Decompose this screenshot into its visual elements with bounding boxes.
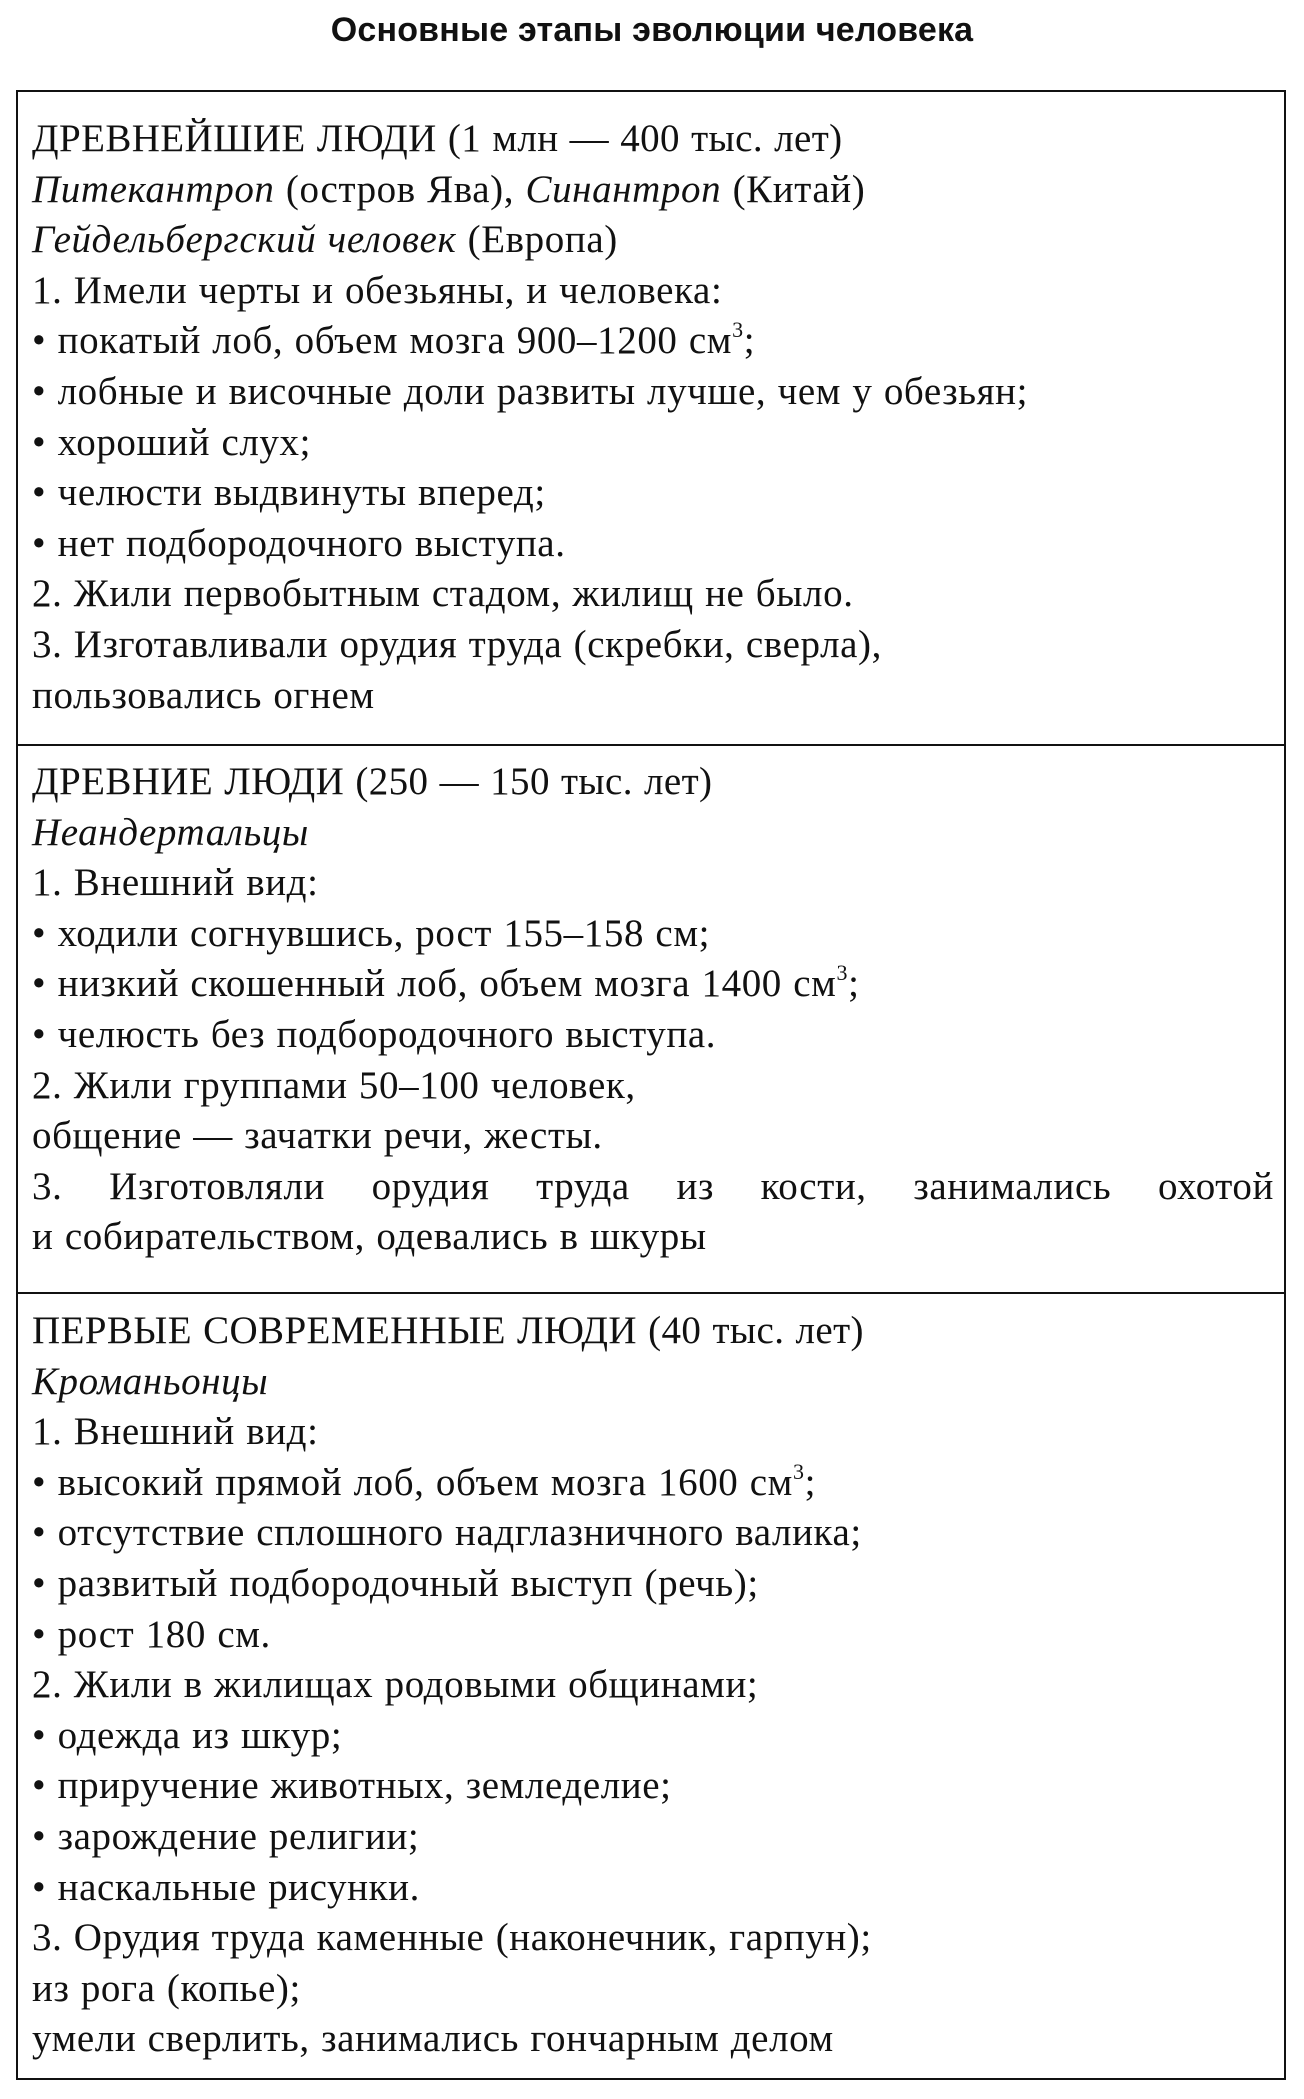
text-line: • зарождение религии; <box>32 1814 420 1858</box>
text-line: 1. Внешний вид: <box>32 861 319 905</box>
species-name: Гейдельбергский человек <box>32 218 457 262</box>
text-line: 1. Внешний вид: <box>32 1410 319 1454</box>
section-heading: ДРЕВНИЕ ЛЮДИ (250 — 150 тыс. лет) <box>32 760 713 803</box>
species-name: Кроманьонцы <box>32 1359 269 1403</box>
text-line-end: ; <box>848 962 860 1006</box>
species-line <box>32 165 1274 216</box>
text-line: 3. Изготовляли орудия труда из кости, занимались охотой <box>32 1164 1274 1208</box>
section-heading: ДРЕВНЕЙШИЕ ЛЮДИ (1 млн — 400 тыс. лет) <box>32 117 843 160</box>
superscript: 3 <box>792 1458 805 1484</box>
section-ancient-people <box>18 757 1284 1263</box>
species-place: (Китай) <box>721 167 866 211</box>
species-name: Неандертальцы <box>32 810 309 854</box>
text-line: • одежда из шкур; <box>32 1713 343 1757</box>
text-line: 3. Изготавливали орудия труда (скребки, сверла), <box>32 622 882 666</box>
section-divider <box>18 744 1284 746</box>
evolution-table <box>16 90 1286 2080</box>
section-divider <box>18 1292 1284 1294</box>
species-name: Синантроп <box>525 167 722 211</box>
text-line: • приручение животных, земледелие; <box>32 1764 672 1808</box>
text-line: • лобные и височные доли развиты лучше, чем у обезьян; <box>32 369 1029 413</box>
text-line: 2. Жили в жилищах родовыми общинами; <box>32 1663 759 1707</box>
text-line: • наскальные рисунки. <box>32 1865 420 1909</box>
species-place: (Европа) <box>456 218 618 262</box>
text-line: из рога (копье); <box>32 1966 301 2010</box>
text-line-end: ; <box>804 1460 816 1504</box>
text-line: • развитый подбородочный выступ (речь); <box>32 1561 759 1605</box>
text-line: 2. Жили группами 50–100 человек, <box>32 1063 636 1107</box>
text-line: и собирательством, одевались в шкуры <box>32 1215 707 1259</box>
text-line: • ходили согнувшись, рост 155–158 см; <box>32 911 711 955</box>
text-line: пользовались огнем <box>32 673 375 717</box>
text-line-end: ; <box>743 319 756 363</box>
superscript: 3 <box>836 960 849 986</box>
text-line <box>32 1458 1274 1509</box>
text-line: • отсутствие сплошного надглазничного валика; <box>32 1511 862 1555</box>
species-place: (остров Ява), <box>274 167 526 211</box>
text-line: • хороший слух; <box>32 420 312 464</box>
text-line: • челюсти выдвинуты вперед; <box>32 471 546 515</box>
text-line <box>32 959 1274 1010</box>
section-ancient-most-people <box>18 114 1284 721</box>
section-heading: ПЕРВЫЕ СОВРЕМЕННЫЕ ЛЮДИ (40 тыс. лет) <box>32 1309 864 1352</box>
text-line: 2. Жили первобытным стадом, жилищ не было. <box>32 572 854 616</box>
text-line <box>32 316 1274 367</box>
text-line: • рост 180 см. <box>32 1612 271 1656</box>
section-first-modern-people <box>18 1306 1284 2065</box>
species-line <box>32 215 1274 266</box>
text-line-main: • низкий скошенный лоб, объем мозга 1400 см <box>32 962 837 1006</box>
text-line: • челюсть без подбородочного выступа. <box>32 1012 717 1056</box>
text-line-main: • покатый лоб, объем мозга 900–1200 см <box>32 319 733 363</box>
text-line: общение — зачатки речи, жесты. <box>32 1114 603 1158</box>
text-line: 3. Орудия труда каменные (наконечник, гарпун); <box>32 1916 872 1960</box>
page-title: Основные этапы эволюции человека <box>330 11 974 49</box>
superscript: 3 <box>732 317 744 343</box>
species-name: Питекантроп <box>32 167 275 211</box>
text-line: умели сверлить, занимались гончарным делом <box>32 2017 834 2061</box>
text-line-main: • высокий прямой лоб, объем мозга 1600 см <box>32 1460 793 1504</box>
text-line: 1. Имели черты и обезьяны, и человека: <box>32 268 723 312</box>
text-line: • нет подбородочного выступа. <box>32 521 566 565</box>
